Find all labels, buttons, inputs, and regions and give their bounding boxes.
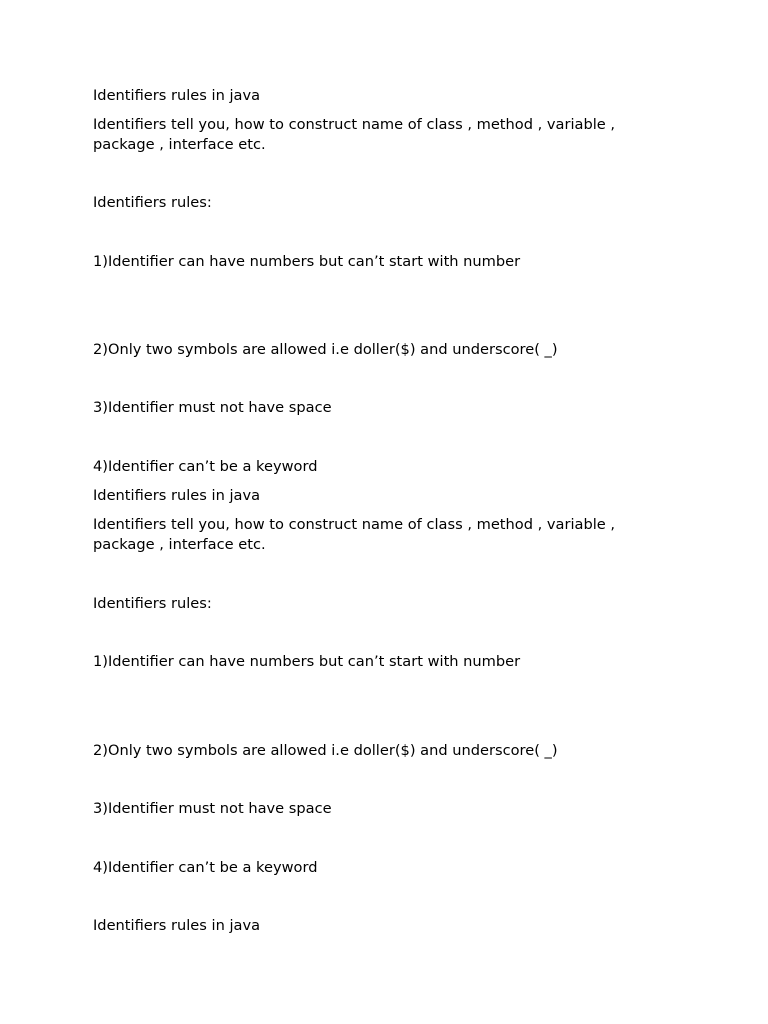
rule-item-1: 1)Identifier can have numbers but can’t start with number <box>93 253 521 270</box>
document-title: Identifiers rules in java <box>93 487 261 504</box>
rules-heading: Identifiers rules: <box>93 595 212 612</box>
rule-item-4: 4)Identifier can’t be a keyword <box>93 458 318 475</box>
document-title: Identifiers rules in java <box>93 917 261 934</box>
document-title: Identifiers rules in java <box>93 87 261 104</box>
rules-heading: Identifiers rules: <box>93 194 212 211</box>
rule-item-2: 2)Only two symbols are allowed i.e doller($) and underscore( _) <box>93 742 558 759</box>
intro-paragraph: Identifiers tell you, how to construct name of class , method , variable , package , interface etc. <box>93 516 616 553</box>
intro-paragraph: Identifiers tell you, how to construct name of class , method , variable , package , interface etc. <box>93 116 616 153</box>
rule-item-1: 1)Identifier can have numbers but can’t start with number <box>93 653 521 670</box>
rule-item-4: 4)Identifier can’t be a keyword <box>93 859 318 876</box>
rule-item-2: 2)Only two symbols are allowed i.e doller($) and underscore( _) <box>93 341 558 358</box>
rule-item-3: 3)Identifier must not have space <box>93 399 332 416</box>
rule-item-3: 3)Identifier must not have space <box>93 800 332 817</box>
